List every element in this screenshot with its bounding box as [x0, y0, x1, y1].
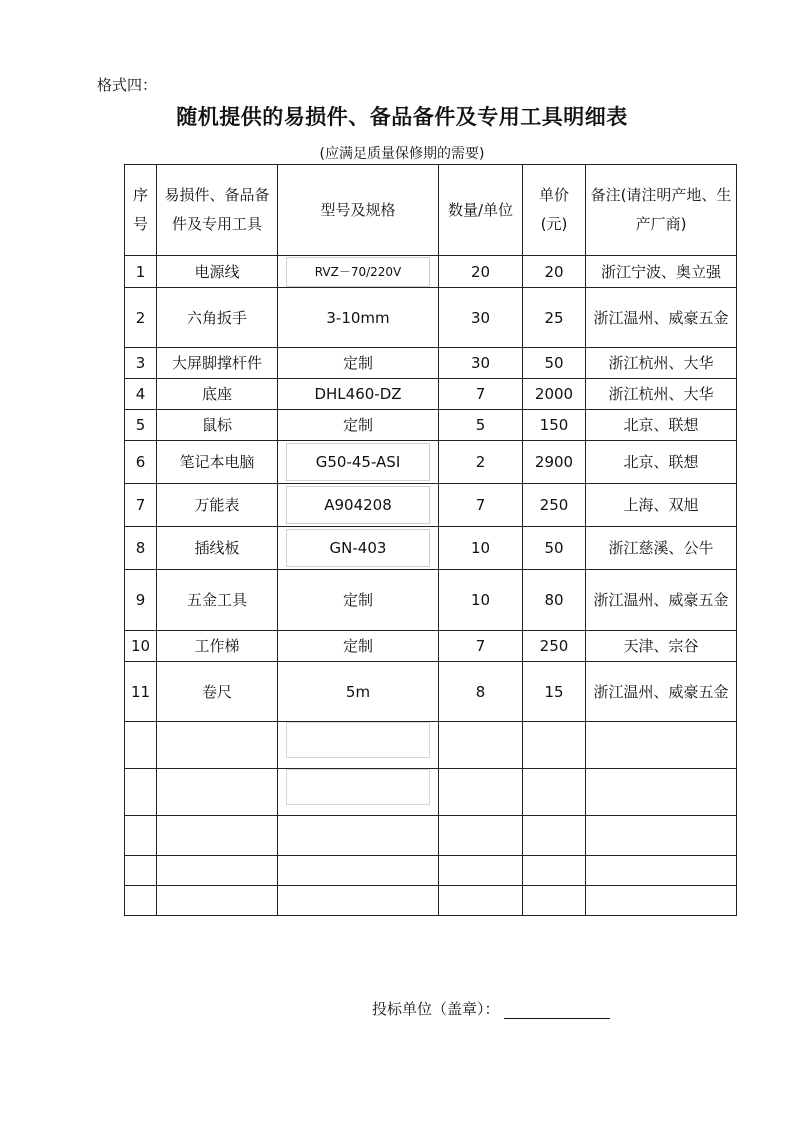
cell-name: 万能表 — [157, 484, 278, 527]
cell-price: 25 — [523, 288, 586, 348]
cell-price: 250 — [523, 484, 586, 527]
table-row — [125, 662, 737, 722]
cell-seq: 3 — [125, 348, 157, 379]
cell-note: 北京、联想 — [586, 441, 737, 484]
cell-price: 20 — [523, 256, 586, 288]
header-seq: 序号 — [125, 165, 157, 256]
cell-seq: 2 — [125, 288, 157, 348]
spec-value: GN-403 — [286, 529, 430, 567]
cell-spec — [278, 527, 439, 570]
table-row — [125, 484, 737, 527]
cell-qty: 7 — [439, 379, 523, 410]
cell-name: 笔记本电脑 — [157, 441, 278, 484]
cell-name: 鼠标 — [157, 410, 278, 441]
spec-value: A904208 — [286, 486, 430, 524]
cell-qty: 8 — [439, 662, 523, 722]
signature-line — [504, 1000, 610, 1019]
cell-qty: 5 — [439, 410, 523, 441]
cell-price: 2000 — [523, 379, 586, 410]
empty-row — [125, 856, 737, 886]
signature-label: 投标单位（盖章）： — [372, 1000, 500, 1018]
cell-name: 插线板 — [157, 527, 278, 570]
cell-spec: 5m — [278, 662, 439, 722]
table-row — [125, 348, 737, 379]
cell-price: 2900 — [523, 441, 586, 484]
header-name: 易损件、备品备件及专用工具 — [157, 165, 278, 256]
header-note: 备注(请注明产地、生产厂商) — [586, 165, 737, 256]
cell-price: 50 — [523, 348, 586, 379]
cell-qty: 30 — [439, 288, 523, 348]
cell-price: 150 — [523, 410, 586, 441]
cell-note: 浙江温州、威豪五金 — [586, 570, 737, 631]
cell-seq: 4 — [125, 379, 157, 410]
table-row — [125, 256, 737, 288]
document-title: 随机提供的易损件、备品备件及专用工具明细表 — [176, 105, 628, 129]
empty-spec-box — [286, 722, 430, 758]
cell-seq: 11 — [125, 662, 157, 722]
cell-spec — [278, 256, 439, 288]
cell-name: 底座 — [157, 379, 278, 410]
spec-value: G50-45-ASI — [286, 443, 430, 481]
cell-note: 上海、双旭 — [586, 484, 737, 527]
table-header-row — [125, 165, 737, 256]
cell-seq: 10 — [125, 631, 157, 662]
table-row — [125, 441, 737, 484]
header-price: 单价(元) — [523, 165, 586, 256]
cell-note: 浙江杭州、大华 — [586, 348, 737, 379]
cell-qty: 2 — [439, 441, 523, 484]
cell-price: 80 — [523, 570, 586, 631]
empty-row — [125, 816, 737, 856]
cell-seq: 1 — [125, 256, 157, 288]
empty-row — [125, 886, 737, 916]
cell-note: 浙江宁波、奥立强 — [586, 256, 737, 288]
cell-name: 卷尺 — [157, 662, 278, 722]
parts-table — [124, 164, 737, 916]
cell-name: 六角扳手 — [157, 288, 278, 348]
cell-spec: 定制 — [278, 631, 439, 662]
cell-seq: 5 — [125, 410, 157, 441]
empty-row — [125, 722, 737, 769]
cell-spec: 3-10mm — [278, 288, 439, 348]
spec-value: RVZ－70/220V — [286, 257, 430, 287]
table-row — [125, 410, 737, 441]
table-row — [125, 527, 737, 570]
table-row — [125, 288, 737, 348]
cell-qty: 7 — [439, 631, 523, 662]
header-spec: 型号及规格 — [278, 165, 439, 256]
bidder-signature — [372, 998, 610, 1019]
cell-qty: 20 — [439, 256, 523, 288]
cell-seq: 8 — [125, 527, 157, 570]
header-qty: 数量/单位 — [439, 165, 523, 256]
empty-spec-box — [286, 769, 430, 805]
cell-name: 五金工具 — [157, 570, 278, 631]
cell-spec — [278, 441, 439, 484]
cell-spec: DHL460-DZ — [278, 379, 439, 410]
cell-note: 浙江慈溪、公牛 — [586, 527, 737, 570]
cell-seq: 7 — [125, 484, 157, 527]
cell-price: 50 — [523, 527, 586, 570]
cell-note: 浙江温州、威豪五金 — [586, 288, 737, 348]
table-row — [125, 379, 737, 410]
cell-spec: 定制 — [278, 410, 439, 441]
cell-price: 15 — [523, 662, 586, 722]
cell-seq: 9 — [125, 570, 157, 631]
cell-note: 浙江杭州、大华 — [586, 379, 737, 410]
cell-spec: 定制 — [278, 348, 439, 379]
cell-qty: 30 — [439, 348, 523, 379]
cell-note: 浙江温州、威豪五金 — [586, 662, 737, 722]
cell-name: 大屏脚撑杆件 — [157, 348, 278, 379]
cell-note: 北京、联想 — [586, 410, 737, 441]
table-row — [125, 570, 737, 631]
cell-qty: 10 — [439, 527, 523, 570]
empty-row — [125, 769, 737, 816]
cell-qty: 10 — [439, 570, 523, 631]
cell-seq: 6 — [125, 441, 157, 484]
table-row — [125, 631, 737, 662]
document-subtitle: (应满足质量保修期的需要) — [319, 146, 485, 162]
cell-name: 电源线 — [157, 256, 278, 288]
cell-name: 工作梯 — [157, 631, 278, 662]
format-label: 格式四： — [97, 76, 158, 94]
cell-qty: 7 — [439, 484, 523, 527]
cell-price: 250 — [523, 631, 586, 662]
cell-spec: 定制 — [278, 570, 439, 631]
cell-spec — [278, 484, 439, 527]
cell-note: 天津、宗谷 — [586, 631, 737, 662]
